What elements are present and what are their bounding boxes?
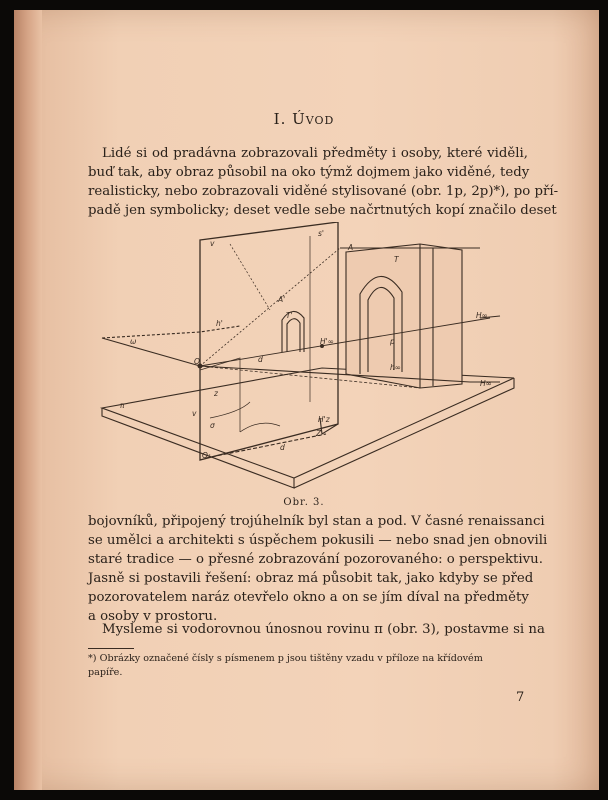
text-line: Lidé si od pradávna zobrazovali předměty i osoby, které viděli, <box>102 146 528 161</box>
text-line: Mysleme si vodorovnou únosnou rovinu π (obr. 3), postavme si na <box>102 622 545 637</box>
label-T: T <box>394 255 399 264</box>
footnote-rule <box>88 648 134 649</box>
label-H-inf: H∞ <box>476 311 488 320</box>
label-H1-inf: H'∞ <box>320 337 334 346</box>
paragraph-plane <box>88 620 545 639</box>
section-heading: I. Úvod <box>273 110 335 128</box>
paragraph-intro <box>88 144 559 220</box>
label-omega: ω <box>130 337 137 346</box>
text-line: Jasně si postavili řešení: obraz má působit tak, jako kdyby se před <box>88 571 534 586</box>
label-d: d <box>258 355 263 364</box>
figure-caption: Obr. 3. <box>283 497 325 508</box>
footnote <box>88 652 528 680</box>
label-v: v <box>210 239 215 248</box>
label-sigma: σ <box>210 421 215 430</box>
label-v1: v <box>192 409 197 418</box>
ground-plane-edge-right <box>294 378 514 488</box>
text-line: bojovníků, připojený trojúhelník byl stan a pod. V časné renaissanci <box>88 514 545 529</box>
ground-plane-edge <box>102 408 294 488</box>
paragraph-renaissance <box>88 512 548 626</box>
footnote-line: *) Obrázky označené čísly s písmenem p jsou tištěny vzadu v příloze na křídovém <box>88 653 483 664</box>
wall <box>346 244 462 388</box>
label-T1: T' <box>286 311 293 320</box>
label-h1: h' <box>216 319 223 328</box>
text-line: realisticky, nebo zobrazovali viděné stylisované (obr. 1p, 2p)*), po pří- <box>88 184 559 199</box>
label-z: z <box>214 389 218 398</box>
text-line: buď tak, aby obraz působil na oko týmž dojmem jako viděné, tedy <box>88 165 530 180</box>
text-line: pozorovatelem naráz otevřelo okno a on se jím díval na předměty <box>88 590 529 605</box>
label-H1z: H'z <box>318 415 330 424</box>
label-O1: O₁ <box>202 451 211 460</box>
label-p: p <box>390 337 395 346</box>
label-H-inf-2: H∞ <box>480 379 492 388</box>
label-Z: Z <box>316 429 322 438</box>
label-O: O <box>194 357 200 366</box>
perspective-figure <box>90 222 530 502</box>
page-number: 7 <box>516 690 525 705</box>
text-line: se umělci a architekti s úspěchem pokusili — nebo snad jen obnovili <box>88 533 548 548</box>
label-s1: s' <box>318 229 324 238</box>
label-d1: d <box>280 443 285 452</box>
label-pi: π <box>120 401 125 410</box>
label-h-inf: h∞ <box>390 363 402 372</box>
footnote-line: papíře. <box>88 667 123 678</box>
text-line: a osoby v prostoru. <box>88 609 218 624</box>
label-A1: A' <box>278 295 286 304</box>
text-line: staré tradice — o přesné zobrazování pozorovaného: o perspektivu. <box>88 552 543 567</box>
label-A: A <box>348 243 354 252</box>
text-line: padě jen symbolicky; deset vedle sebe načrtnutých kopí značilo deset <box>88 203 557 218</box>
picture-plane <box>200 222 338 460</box>
